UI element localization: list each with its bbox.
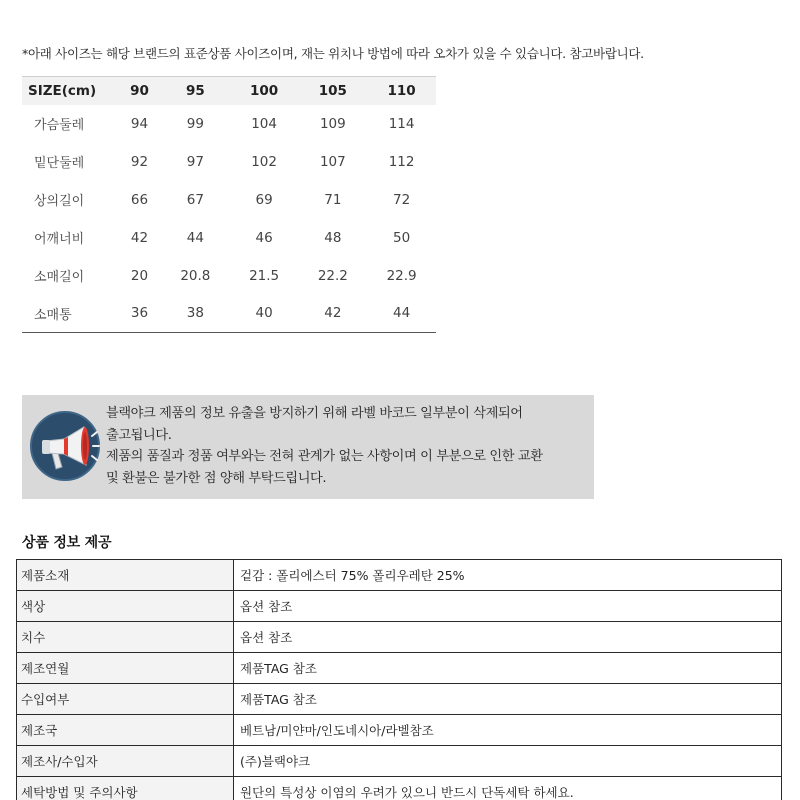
info-key: 수입여부 bbox=[17, 684, 234, 715]
size-header-cell: 100 bbox=[230, 77, 299, 105]
banner-text bbox=[106, 403, 590, 489]
size-value: 38 bbox=[161, 295, 230, 333]
size-header-cell: 110 bbox=[367, 77, 436, 105]
size-value: 112 bbox=[388, 153, 415, 170]
size-value: 40 bbox=[230, 295, 299, 333]
info-value: 제품TAG 참조 bbox=[234, 653, 782, 684]
size-value: 71 bbox=[324, 191, 342, 208]
size-row bbox=[22, 257, 436, 295]
size-value: 22.2 bbox=[317, 267, 348, 284]
size-row bbox=[22, 219, 436, 257]
size-value: 20.8 bbox=[180, 267, 211, 284]
size-value: 36 bbox=[118, 295, 161, 333]
info-value: 옵션 참조 bbox=[234, 622, 782, 653]
info-value: (주)블랙야크 bbox=[234, 746, 782, 777]
measurement-label: 상의길이 bbox=[34, 194, 85, 209]
measurement-label: 가슴둘레 bbox=[34, 118, 85, 133]
banner-line: 출고됩니다. bbox=[106, 427, 172, 443]
size-value: 107 bbox=[319, 153, 346, 170]
size-value: 97 bbox=[186, 153, 204, 170]
measurement-label: 소매길이 bbox=[34, 270, 85, 285]
info-row bbox=[17, 746, 782, 777]
info-value: 옵션 참조 bbox=[234, 591, 782, 622]
size-row bbox=[22, 181, 436, 219]
info-row bbox=[17, 715, 782, 746]
size-value: 92 bbox=[130, 153, 149, 170]
size-value: 102 bbox=[251, 153, 277, 170]
info-row bbox=[17, 684, 782, 715]
size-value: 42 bbox=[130, 229, 149, 246]
size-value: 99 bbox=[186, 115, 204, 132]
size-row bbox=[22, 295, 436, 333]
size-value: 42 bbox=[298, 295, 367, 333]
size-row bbox=[22, 105, 436, 143]
size-value: 50 bbox=[393, 229, 411, 246]
info-value: 제품TAG 참조 bbox=[234, 684, 782, 715]
size-value: 67 bbox=[186, 191, 204, 208]
info-value: 베트남/미얀마/인도네시아/라벨참조 bbox=[234, 715, 782, 746]
size-header-cell: 105 bbox=[298, 77, 367, 105]
info-value: 겉감 : 폴리에스터 75% 폴리우레탄 25% bbox=[234, 560, 782, 591]
banner-line: 및 환불은 불가한 점 양해 부탁드립니다. bbox=[106, 470, 327, 486]
info-row bbox=[17, 777, 782, 800]
size-value: 20 bbox=[130, 267, 149, 284]
measurement-label: 밑단둘레 bbox=[34, 156, 85, 171]
size-notice: *아래 사이즈는 해당 브랜드의 표준상품 사이즈이며, 재는 위치나 방법에 따라 오차가 있을 수 있습니다. 참고바랍니다. bbox=[22, 46, 644, 61]
info-row bbox=[17, 591, 782, 622]
size-value: 48 bbox=[324, 229, 342, 246]
info-key: 치수 bbox=[17, 622, 234, 653]
size-value: 44 bbox=[186, 229, 204, 246]
size-value: 66 bbox=[130, 191, 149, 208]
size-header-row bbox=[22, 77, 436, 105]
info-key: 세탁방법 및 주의사항 bbox=[17, 777, 234, 800]
info-key: 제조연월 bbox=[17, 653, 234, 684]
megaphone-icon bbox=[28, 409, 102, 483]
size-value: 69 bbox=[255, 191, 273, 208]
info-key: 제조국 bbox=[17, 715, 234, 746]
banner-line: 블랙야크 제품의 정보 유출을 방지하기 위해 라벨 바코드 일부분이 삭제되어 bbox=[106, 406, 523, 421]
size-value: 109 bbox=[319, 115, 346, 132]
size-row bbox=[22, 143, 436, 181]
info-key: 제품소재 bbox=[17, 560, 234, 591]
info-key: 색상 bbox=[17, 591, 234, 622]
product-info-table bbox=[16, 559, 782, 800]
size-header-cell: 90 bbox=[118, 77, 161, 105]
size-value: 72 bbox=[393, 191, 411, 208]
size-value: 94 bbox=[130, 115, 149, 132]
info-row bbox=[17, 560, 782, 591]
size-value: 46 bbox=[255, 229, 273, 246]
size-value: 114 bbox=[388, 115, 415, 132]
size-header-cell: 95 bbox=[161, 77, 230, 105]
info-row bbox=[17, 622, 782, 653]
info-row bbox=[17, 653, 782, 684]
info-value: 원단의 특성상 이염의 우려가 있으니 반드시 단독세탁 하세요. bbox=[234, 777, 782, 800]
barcode-notice-banner bbox=[22, 395, 594, 499]
measurement-label: 어깨너비 bbox=[34, 232, 85, 247]
banner-line: 제품의 품질과 정품 여부와는 전혀 관계가 없는 사항이며 이 부분으로 인한 교환 bbox=[106, 449, 543, 464]
size-chart-table bbox=[22, 76, 436, 333]
size-value: 22.9 bbox=[386, 267, 417, 284]
size-value: 104 bbox=[251, 115, 277, 132]
info-key: 제조사/수입자 bbox=[17, 746, 234, 777]
size-header-cell: SIZE(cm) bbox=[22, 77, 118, 105]
product-info-title: 상품 정보 제공 bbox=[22, 535, 112, 551]
measurement-label: 소매통 bbox=[22, 295, 118, 333]
size-value: 44 bbox=[367, 295, 436, 333]
size-value: 21.5 bbox=[249, 267, 280, 284]
